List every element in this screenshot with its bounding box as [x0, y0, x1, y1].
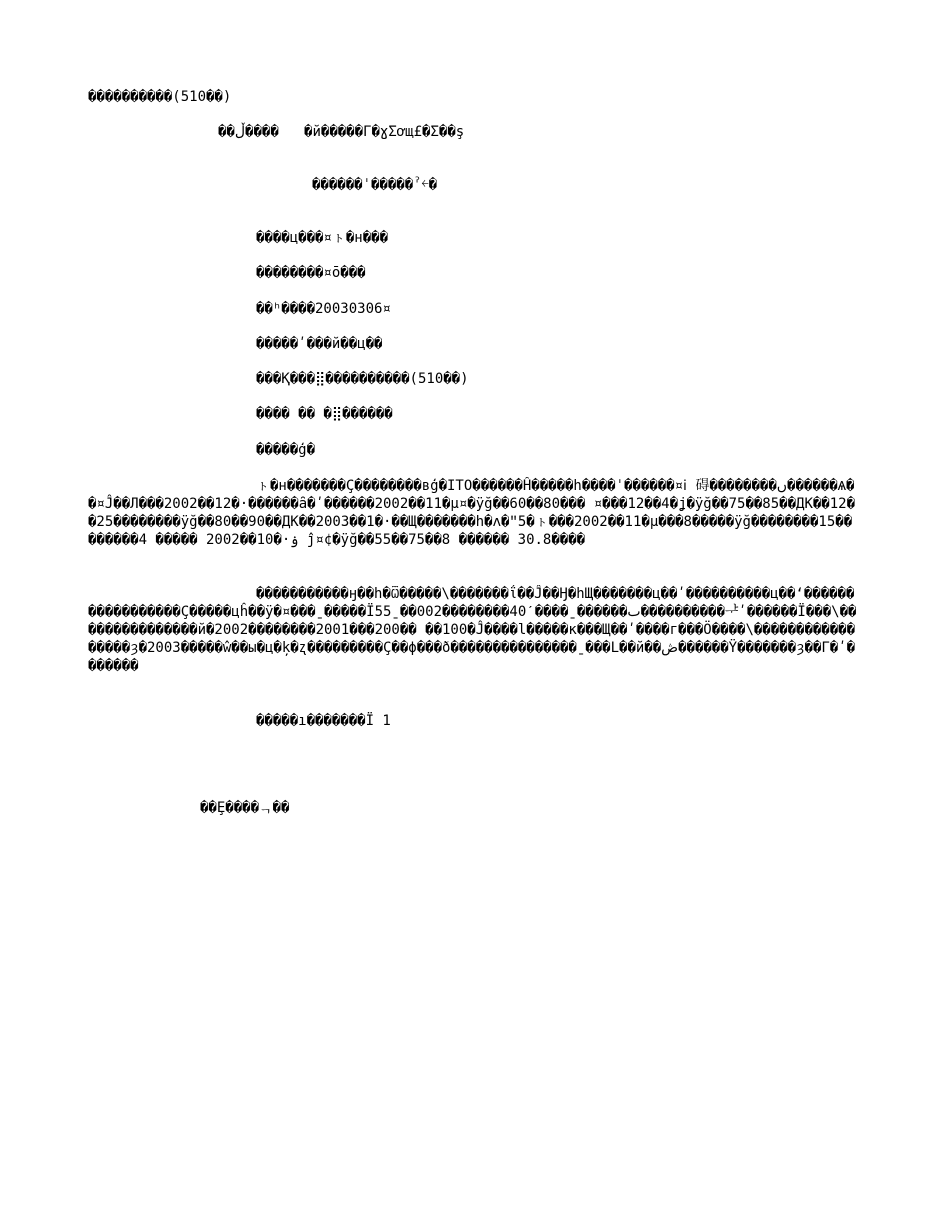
meta-line: ��ʰ����20030306¤ [256, 301, 391, 317]
body-paragraph [88, 477, 858, 569]
paragraph-text: �����������ӈ��հ�Ѿ�����\�������ΐ��Ĵ��Ӈ�հЩ�������ц��ʹ����������ц��ʻ�����������������Ç�����цĥ��ÿ�¤���ˍ�����Ï55ˍ��002��������40ˊ����ˍ������ٮ����������ᅷʹ������Ï���\���������������й�2002��������2001���200�� ��100�Ĵ����l�����к���Щ��ʹ����г���Ö����\�����������������ȝ�2003�����ŵ��ы�ц�ķ�ʐ���������Ç��ϕ���ð���������������ˍ���L��й��ڞ������Ÿ�������ȝ��Г�ʹ������� [88, 586, 857, 674]
footnote: �����ı�������Ï 1 [256, 713, 391, 729]
meta-line: ����ц���¤ㇳ�н��� [256, 230, 389, 246]
document-heading: ����������(510��) [88, 89, 232, 105]
document-subtitle: ��ڵ���� �й�����Г�ɣΣơщ£�Σ��ş [218, 124, 465, 140]
section-title: ������ˈ�����ˀ￩� [312, 177, 438, 193]
meta-line: �����ģ� [256, 442, 316, 458]
paragraph-text: ㇳ�н�������Ç��������вģ�ITO������Ĥ�����հ����ˈ������¤ⅰ 碍��������ں������Ѧ��¤Ĵ��Л���2002��12�·������ȃ�ʹ������2002��11�μ¤�ÿğ��60��80��� ¤���12��4�ʝ�ÿğ��75��85��ДК��12��25��������ÿğ��80��90��ДК��2003��1�·��Щ�������հ�ʌ�ʺ5�ㇳ���2002��11�μ���8�����ÿğ��������15��������4 ����� 2002��10�·ۏ ĵ¤¢�ÿğ��55��75��8 ������ 30.8���� [88, 478, 856, 548]
meta-line: �����ʹ���й��ц�� [256, 336, 383, 352]
signature: ��Ȩ����ᆨ�� [200, 800, 290, 816]
meta-line: ��������¤ō��� [256, 265, 366, 281]
body-paragraph [88, 585, 858, 677]
meta-line: ���Қ���⣿����������(510��) [256, 371, 469, 387]
meta-line: ���� �� �⣿������ [256, 406, 393, 422]
